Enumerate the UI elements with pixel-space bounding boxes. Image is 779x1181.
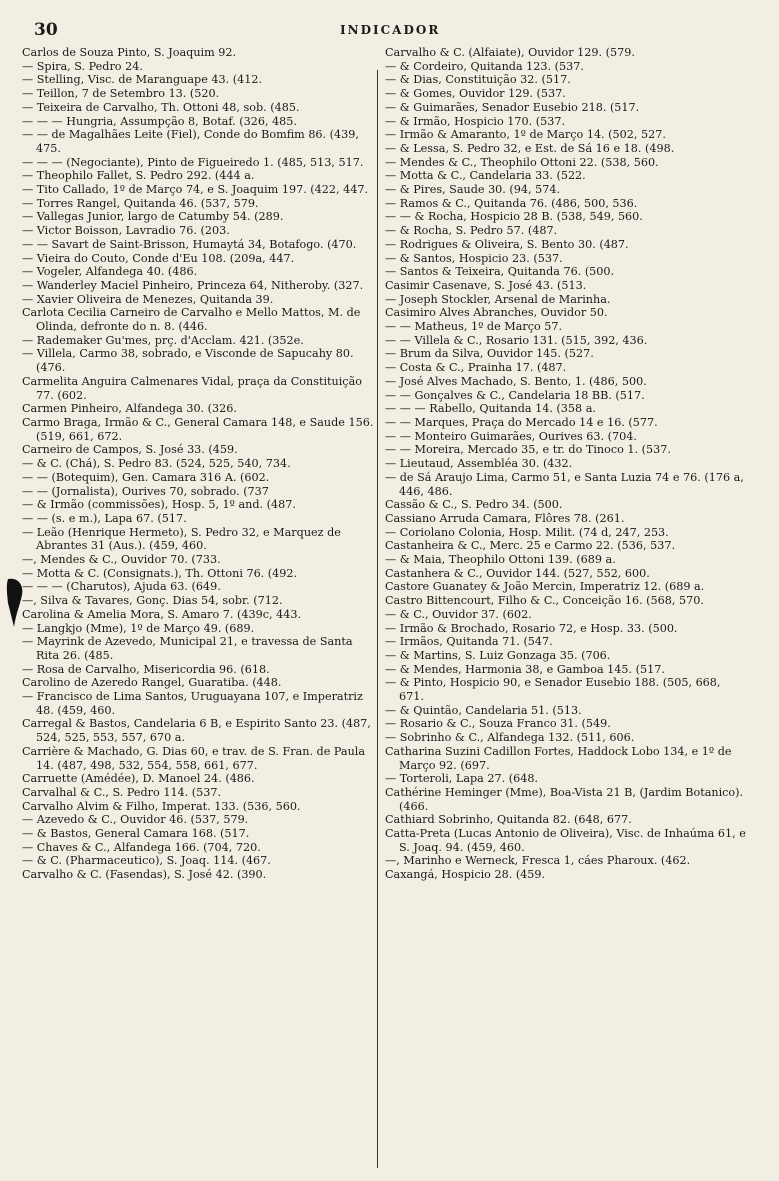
directory-entry: — — de Magalhães Leite (Fiel), Conde do Bomfim 86. (439, 475. xyxy=(22,128,359,155)
directory-entry: — Francisco de Lima Santos, Uruguayana 107, e Imperatriz 48. (459, 460. xyxy=(22,690,363,717)
directory-entry: Carmo Braga, Irmão & C., General Camara 148, e Saude 156. (519, 661, 672. xyxy=(22,415,374,443)
right-column xyxy=(385,46,747,882)
directory-entry: — Lieutaud, Assembléa 30. (432. xyxy=(385,457,573,471)
directory-entry: — Mendes & C., Theophilo Ottoni 22. (538, 560. xyxy=(385,155,659,169)
directory-entry: Cassiano Arruda Camara, Flôres 78. (261. xyxy=(385,511,625,525)
left-column xyxy=(22,46,378,882)
directory-entry: — & Pires, Saude 30. (94, 574. xyxy=(385,183,561,197)
directory-entry: — Motta & C. (Consignats.), Th. Ottoni 76. (492. xyxy=(22,566,298,580)
directory-entry: — — Gonçalves & C., Candelaria 18 BB. (517. xyxy=(385,388,645,402)
directory-entry: — Tito Callado, 1º de Março 74, e S. Joaquim 197. (422, 447. xyxy=(22,183,369,197)
directory-entry: —, Silva & Tavares, Gonç. Dias 54, sobr. (712. xyxy=(22,594,283,608)
directory-entry: — Joseph Stockler, Arsenal de Marinha. xyxy=(385,292,611,306)
column-divider xyxy=(377,70,378,1168)
directory-entry: — & Cordeiro, Quitanda 123. (537. xyxy=(385,59,584,73)
directory-entry: — & Lessa, S. Pedro 32, e Est. de Sá 16 e 18. (498. xyxy=(385,141,675,155)
directory-entry: Catharina Suzini Cadillon Fortes, Haddock Lobo 134, e 1º de Março 92. (697. xyxy=(385,744,732,772)
directory-entry: Castro Bittencourt, Filho & C., Conceição 16. (568, 570. xyxy=(385,594,704,608)
directory-entry: — Azevedo & C., Ouvidor 46. (537, 579. xyxy=(22,813,249,827)
directory-entry: — Brum da Silva, Ouvidor 145. (527. xyxy=(385,347,594,361)
directory-entry: Caxangá, Hospicio 28. (459. xyxy=(385,868,546,882)
directory-entry: — Teillon, 7 de Setembro 13. (520. xyxy=(22,87,220,101)
directory-entry: — & Maia, Theophilo Ottoni 139. (689 a. xyxy=(385,553,616,567)
directory-entry: Casimiro Alves Abranches, Ouvidor 50. xyxy=(385,306,608,320)
directory-entry: — & Pinto, Hospicio 90, e Senador Eusebio 188. (505, 668, 671. xyxy=(385,676,721,704)
directory-entry: — — Villela & C., Rosario 131. (515, 392, 436. xyxy=(385,333,648,347)
directory-entry: — & C. (Pharmaceutico), S. Joaq. 114. (467. xyxy=(22,854,271,868)
directory-entry: — Theophilo Fallet, S. Pedro 292. (444 a. xyxy=(22,169,255,183)
directory-entry: — — (s. e m.), Lapa 67. (517. xyxy=(22,511,187,525)
directory-entry: — & C., Ouvidor 37. (602. xyxy=(385,607,532,621)
directory-entry: — de Sá Araujo Lima, Carmo 51, e Santa Luzia 74 e 76. (176 a, 446, 486. xyxy=(385,470,744,498)
directory-entry: — Rodrigues & Oliveira, S. Bento 30. (487. xyxy=(385,237,629,251)
directory-entry: — — — (Negociante), Pinto de Figueiredo 1. (485, 513, 517. xyxy=(22,155,364,169)
directory-entry: —, Marinho e Werneck, Fresca 1, cáes Pharoux. (462. xyxy=(385,854,691,868)
directory-entry: — Vogeler, Alfandega 40. (486. xyxy=(22,265,198,279)
directory-entry: Casimir Casenave, S. José 43. (513. xyxy=(385,278,587,292)
directory-entry: Carvalho & C. (Alfaiate), Ouvidor 129. (579. xyxy=(385,46,635,59)
directory-entry: — Villela, Carmo 38, sobrado, e Visconde de Sapucahy 80. (476. xyxy=(22,347,354,375)
directory-entry: Carolina & Amelia Mora, S. Amaro 7. (439c, 443. xyxy=(22,607,302,621)
directory-entry: — Victor Boisson, Lavradio 76. (203. xyxy=(22,224,230,238)
directory-entry: — Rosa de Carvalho, Misericordia 96. (618. xyxy=(22,662,270,676)
directory-entry: — Motta & C., Candelaria 33. (522. xyxy=(385,169,586,183)
directory-entry: — Xavier Oliveira de Menezes, Quitanda 39. xyxy=(22,292,274,306)
directory-entry: Carmelita Anguira Calmenares Vidal, praça da Constituição 77. (602. xyxy=(22,374,362,402)
directory-entry: — — Monteiro Guimarães, Ourives 63. (704. xyxy=(385,429,637,443)
directory-entry: — Ramos & C., Quitanda 76. (486, 500, 536. xyxy=(385,196,638,210)
directory-entry: Cassão & C., S. Pedro 34. (500. xyxy=(385,498,563,512)
directory-entry: — — & Rocha, Hospicio 28 B. (538, 549, 560. xyxy=(385,210,643,224)
directory-entry: — José Alves Machado, S. Bento, 1. (486, 500. xyxy=(385,374,647,388)
directory-entry: — Sobrinho & C., Alfandega 132. (511, 606. xyxy=(385,731,635,745)
directory-entry: — Santos & Teixeira, Quitanda 76. (500. xyxy=(385,265,615,279)
directory-entry: Carlota Cecilia Carneiro de Carvalho e Mello Mattos, M. de Olinda, defronte do n. 8. (446. xyxy=(22,306,361,334)
directory-entry: — Vallegas Junior, largo de Catumby 54. (289. xyxy=(22,210,284,224)
directory-entry: Carmen Pinheiro, Alfandega 30. (326. xyxy=(22,402,237,416)
directory-entry: — Torres Rangel, Quitanda 46. (537, 579. xyxy=(22,196,259,210)
directory-entry: — & Mendes, Harmonia 38, e Gamboa 145. (517. xyxy=(385,662,665,676)
directory-entry: — Vieira do Couto, Conde d'Eu 108. (209a, 447. xyxy=(22,251,295,265)
directory-entry: — & Bastos, General Camara 168. (517. xyxy=(22,827,250,841)
directory-entry: — Irmãos, Quitanda 71. (547. xyxy=(385,635,553,649)
directory-entry: —, Mendes & C., Ouvidor 70. (733. xyxy=(22,553,221,567)
directory-entry: — & Rocha, S. Pedro 57. (487. xyxy=(385,224,558,238)
directory-entry: — Irmão & Amaranto, 1º de Março 14. (502, 527. xyxy=(385,128,666,142)
directory-entry: — — — Rabello, Quitanda 14. (358 a. xyxy=(385,402,596,416)
directory-entry: — & Guimarães, Senador Eusebio 218. (517. xyxy=(385,100,640,114)
directory-entry: Catta-Preta (Lucas Antonio de Oliveira), Visc. de Inhaúma 61, e S. Joaq. 94. (459, 460. xyxy=(385,827,746,854)
directory-entry: — & C. (Chá), S. Pedro 83. (524, 525, 540, 734. xyxy=(22,457,291,471)
directory-entry: — — Savart de Saint-Brisson, Humaytá 34, Botafogo. (470. xyxy=(22,237,357,251)
directory-entry: Carvalho & C. (Fasendas), S. José 42. (390. xyxy=(22,868,267,882)
directory-entry: — Rosario & C., Souza Franco 31. (549. xyxy=(385,717,611,731)
directory-entry: — Irmão & Brochado, Rosario 72, e Hosp. 33. (500. xyxy=(385,621,678,635)
directory-entry: — Coriolano Colonia, Hosp. Milit. (74 d, 247, 253. xyxy=(385,525,669,539)
directory-entry: Carvalhal & C., S. Pedro 114. (537. xyxy=(22,785,222,799)
page-header xyxy=(0,20,779,40)
directory-entry: — — Moreira, Mercado 35, e tr. do Tinoco 1. (537. xyxy=(385,443,671,457)
directory-entry: Carneiro de Campos, S. José 33. (459. xyxy=(22,443,238,457)
directory-entry: Cathérine Heminger (Mme), Boa-Vista 21 B, (Jardim Botanico). (466. xyxy=(385,785,744,813)
directory-entry: — Chaves & C., Alfandega 166. (704, 720. xyxy=(22,840,261,854)
directory-entry: — Costa & C., Prainha 17. (487. xyxy=(385,361,567,375)
directory-entry: — & Dias, Constituição 32. (517. xyxy=(385,73,571,87)
directory-entry: — & Gomes, Ouvidor 129. (537. xyxy=(385,87,566,101)
directory-entry: Castanheira & C., Merc. 25 e Carmo 22. (536, 537. xyxy=(385,539,676,553)
directory-entry: Carregal & Bastos, Candelaria 6 B, e Espirito Santo 23. (487, 524, 525, 553, 557, 670 a. xyxy=(22,717,371,745)
directory-entry: Carolino de Azeredo Rangel, Guaratiba. (448. xyxy=(22,676,282,690)
directory-entry: — — — Hungria, Assumpção 8, Botaf. (326, 485. xyxy=(22,114,297,128)
directory-entry: — — (Jornalista), Ourives 70, sobrado. (737 xyxy=(22,484,269,498)
directory-entry: — — (Botequim), Gen. Camara 316 A. (602. xyxy=(22,470,270,484)
directory-entry: — & Quintão, Candelaria 51. (513. xyxy=(385,703,582,717)
directory-entry: Carvalho Alvim & Filho, Imperat. 133. (536, 560. xyxy=(22,799,301,813)
running-title: INDICADOR xyxy=(340,23,441,37)
directory-entry: Castanhera & C., Ouvidor 144. (527, 552, 600. xyxy=(385,566,650,580)
directory-entry: — — Matheus, 1º de Março 57. xyxy=(385,320,563,334)
directory-entry: — Wanderley Maciel Pinheiro, Princeza 64, Nitheroby. (327. xyxy=(22,278,364,292)
directory-entry: — Mayrink de Azevedo, Municipal 21, e travessa de Santa Rita 26. (485. xyxy=(22,635,353,662)
directory-entry: — Stelling, Visc. de Maranguape 43. (412. xyxy=(22,73,263,87)
directory-entry: — Leão (Henrique Hermeto), S. Pedro 32, e Marquez de Abrantes 31 (Aus.). (459, 460. xyxy=(22,525,341,553)
directory-entry: — & Irmão, Hospicio 170. (537. xyxy=(385,114,565,128)
directory-entry: — & Martins, S. Luiz Gonzaga 35. (706. xyxy=(385,648,611,662)
directory-entry: — Rademaker Gu'mes, prç. d'Acclam. 421. (352e. xyxy=(22,333,304,347)
directory-entry: — Langkjo (Mme), 1º de Março 49. (689. xyxy=(22,621,255,635)
directory-entry: — Teixeira de Carvalho, Th. Ottoni 48, sob. (485. xyxy=(22,100,300,114)
directory-entry: Castore Guanatey & João Mercin, Imperatriz 12. (689 a. xyxy=(385,580,705,594)
directory-entry: — Torteroli, Lapa 27. (648. xyxy=(385,772,538,786)
directory-entry: — & Irmão (commissões), Hosp. 5, 1º and. (487. xyxy=(22,498,296,512)
directory-entry: Carruette (Amédée), D. Manoel 24. (486. xyxy=(22,772,255,786)
directory-entry: — & Santos, Hospicio 23. (537. xyxy=(385,251,563,265)
directory-entry: — — — (Charutos), Ajuda 63. (649. xyxy=(22,580,221,594)
directory-entry: Cathiard Sobrinho, Quitanda 82. (648, 677. xyxy=(385,813,632,827)
page-number: 30 xyxy=(34,20,58,40)
directory-entry: — — Marques, Praça do Mercado 14 e 16. (577. xyxy=(385,415,658,429)
directory-entry: — Spira, S. Pedro 24. xyxy=(22,59,143,73)
directory-entry: Carrière & Machado, G. Dias 60, e trav. de S. Fran. de Paula 14. (487, 498, 532, 554, 558, 661, 677. xyxy=(22,744,366,772)
directory-entry: Carlos de Souza Pinto, S. Joaquim 92. xyxy=(22,46,237,59)
